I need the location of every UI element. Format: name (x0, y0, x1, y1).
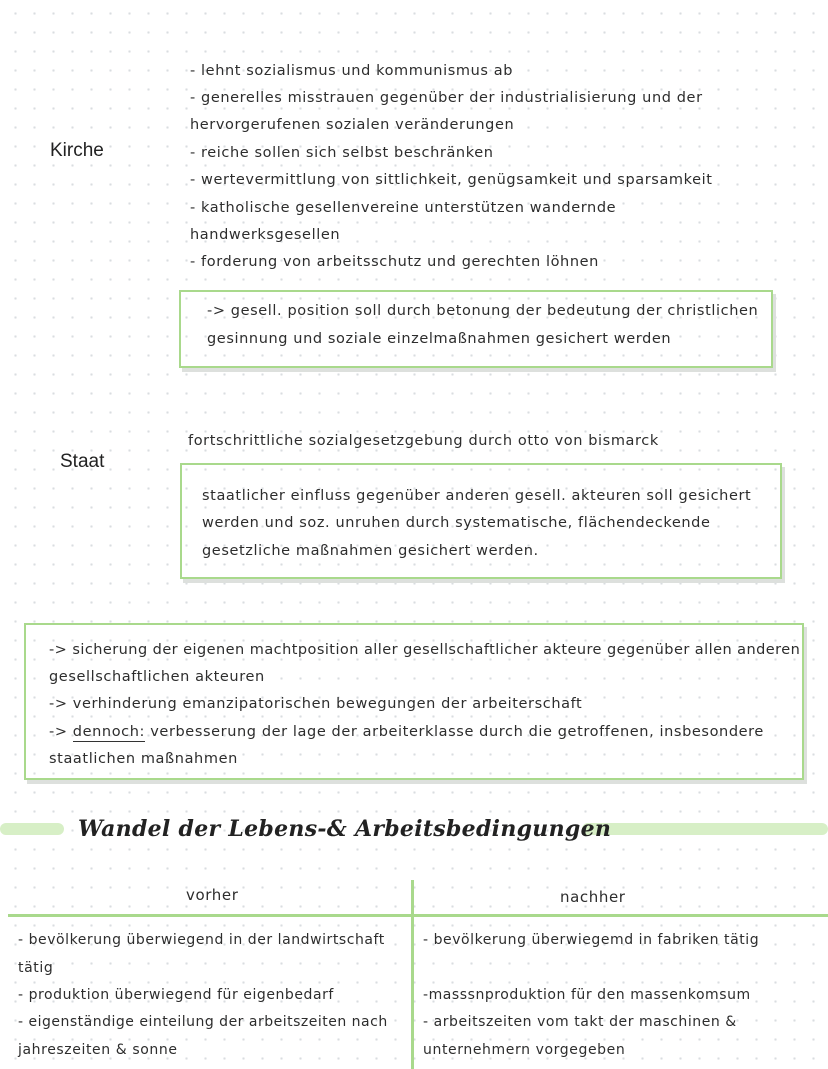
summary-dennoch-underlined: dennoch: (72, 724, 146, 740)
kirche-label: Kirche (50, 140, 104, 161)
table-header-nachher: nachher (560, 888, 626, 906)
kirche-conclusion-line-2: gesinnung und soziale einzelmaßnahmen gesichert werden (207, 331, 672, 347)
summary-line-5: staatlichen maßnahmen (49, 751, 238, 767)
kirche-point-5-cont: handwerksgesellen (190, 227, 341, 243)
kirche-point-3: - reiche sollen sich selbst beschränken (190, 145, 494, 161)
staat-label: Staat (60, 451, 105, 472)
staat-conclusion-line-2: werden und soz. unruhen durch systematische, flächendeckende (202, 515, 711, 531)
vorher-line-2: tätig (18, 960, 54, 976)
staat-conclusion-line-3: gesetzliche maßnahmen gesichert werden. (202, 543, 539, 559)
vorher-line-5: jahreszeiten & sonne (18, 1042, 178, 1058)
kirche-point-2: - generelles misstrauen gegenüber der industrialisierung und der (190, 90, 703, 106)
summary-line-4 (49, 722, 764, 742)
summary-line-4-rest: verbesserung der lage der arbeiterklasse durch die getroffenen, insbesondere (145, 724, 764, 740)
kirche-point-2-cont: hervorgerufenen sozialen veränderungen (190, 117, 515, 133)
staat-intro: fortschrittliche sozialgesetzgebung durch otto von bismarck (188, 433, 659, 449)
nachher-line-5: unternehmern vorgegeben (423, 1042, 626, 1058)
nachher-line-3: -masssnproduktion für den massenkomsum (423, 987, 751, 1003)
vorher-line-4: - eigenständige einteilung der arbeitszeiten nach (18, 1014, 388, 1030)
kirche-point-1: - lehnt sozialismus und kommunismus ab (190, 63, 514, 79)
kirche-point-6: - forderung von arbeitsschutz und gerechten löhnen (190, 254, 599, 270)
summary-line-1: -> sicherung der eigenen machtposition aller gesellschaftlicher akteure gegenüber allen anderen (49, 642, 801, 658)
summary-line-2: gesellschaftlichen akteuren (49, 669, 265, 685)
vorher-line-1: - bevölkerung überwiegend in der landwirtschaft (18, 932, 385, 948)
nachher-line-4: - arbeitszeiten vom takt der maschinen & (423, 1014, 737, 1030)
section-heading: Wandel der Lebens-& Arbeitsbedingungen (78, 816, 612, 842)
table-header-vorher: vorher (186, 886, 239, 904)
vorher-line-3: - produktion überwiegend für eigenbedarf (18, 987, 334, 1003)
heading-highlight-right (582, 823, 828, 835)
kirche-point-5: - katholische gesellenvereine unterstützen wandernde (190, 200, 617, 216)
staat-conclusion-line-1: staatlicher einfluss gegenüber anderen gesell. akteuren soll gesichert (202, 488, 752, 504)
heading-highlight-left (0, 823, 64, 835)
nachher-line-1: - bevölkerung überwiegemd in fabriken tätig (423, 932, 760, 948)
table-column-divider (411, 880, 414, 1069)
table-header-divider (8, 914, 828, 917)
kirche-conclusion-line-1: -> gesell. position soll durch betonung der bedeutung der christlichen (207, 303, 759, 319)
summary-line-4-prefix: -> (49, 724, 73, 740)
summary-line-3: -> verhinderung emanzipatorischen bewegungen der arbeiterschaft (49, 696, 583, 712)
kirche-point-4: - wertevermittlung von sittlichkeit, genügsamkeit und sparsamkeit (190, 172, 713, 188)
